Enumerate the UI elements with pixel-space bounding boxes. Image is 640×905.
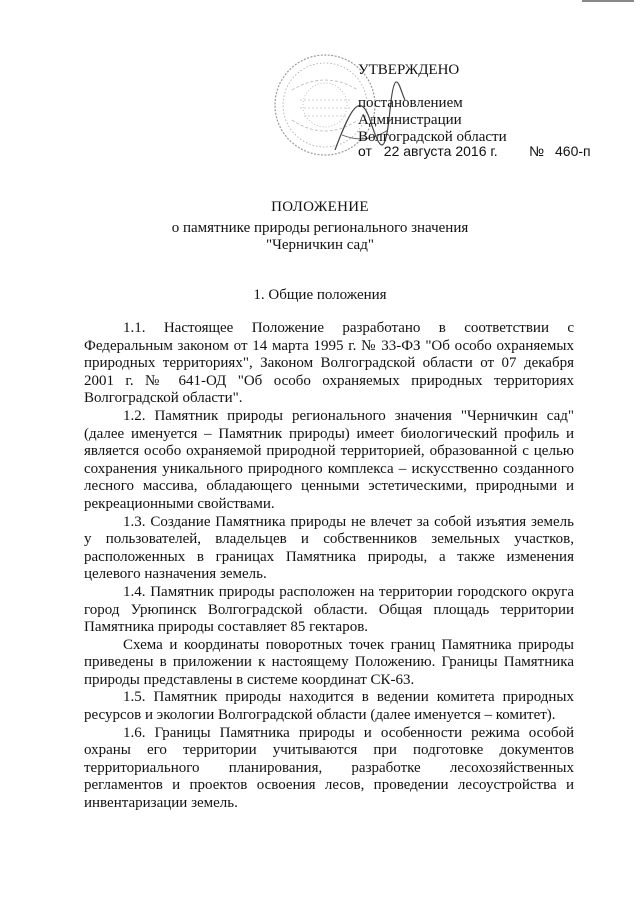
paragraph-1-3: 1.3. Создание Памятника природы не влечет за собой изъятия земель у пользователей, владельцев и собственников земельных участков, расположенных в границах Памятника природы, а также изменения целевого назначения земель. — [84, 513, 574, 583]
section-heading: 1. Общие положения — [253, 287, 387, 303]
approval-line-2: Администрации — [358, 112, 462, 128]
paragraph-1-5: 1.5. Памятник природы находится в ведении комитета природных ресурсов и экологии Волгоградской области (далее именуется – комитет). — [84, 689, 574, 724]
document-title: ПОЛОЖЕНИЕ — [271, 199, 369, 215]
decree-date: 22 августа 2016 г. — [383, 143, 498, 159]
approval-line-3: Волгоградской области — [358, 129, 507, 145]
decree-number: 460-п — [555, 143, 591, 159]
document-subtitle-1: о памятнике природы регионального значения — [171, 220, 469, 236]
section-body — [84, 320, 574, 813]
approval-block — [358, 62, 507, 146]
paragraph-1-4: 1.4. Памятник природы расположен на территории городского округа город Урюпинск Волгоградской области. Общая площадь территории Памятника природы составляет 85 гектаров. — [84, 583, 574, 636]
date-prefix: от — [358, 143, 372, 159]
paragraph-1-1: 1.1. Настоящее Положение разработано в соответствии с Федеральным законом от 14 марта 1995 г. № 33-ФЗ "Об особо охраняемых природных территориях", Законом Волгоградской области от 07 декабря 2001 г. № 641-ОД "Об особо охраняемых природных территориях Волгоградской области". — [84, 320, 574, 407]
approval-title: УТВЕРЖДЕНО — [358, 62, 460, 78]
number-label: № — [529, 143, 545, 159]
scan-edge-mark — [582, 0, 634, 2]
document-subtitle-2: "Черничкин сад" — [266, 237, 374, 253]
paragraph-1-2: 1.2. Памятник природы регионального значения "Черничкин сад" (далее именуется – Памятник природы) имеет биологический профиль и является особо охраняемой природной территорией, образованной с целью сохранения уникального природного комплекса – искусственно созданного лесного массива, обладающего ценными эстетическими, природными и рекреационными свойствами. — [84, 407, 574, 512]
paragraph-1-6: 1.6. Границы Памятника природы и особенности режима особой охраны его территории учитываются при подготовке документов территориального планирования, разработке лесохозяйственных регламентов и проектов освоения лесов, проведении лесоустройства и инвентаризации земель. — [84, 724, 574, 812]
paragraph-scheme: Схема и координаты поворотных точек границ Памятника природы приведены в приложении к настоящему Положению. Границы Памятника природы представлены в системе координат СК-63. — [84, 636, 574, 688]
approval-line-1: постановлением — [358, 95, 463, 111]
decree-date-number — [358, 143, 591, 159]
